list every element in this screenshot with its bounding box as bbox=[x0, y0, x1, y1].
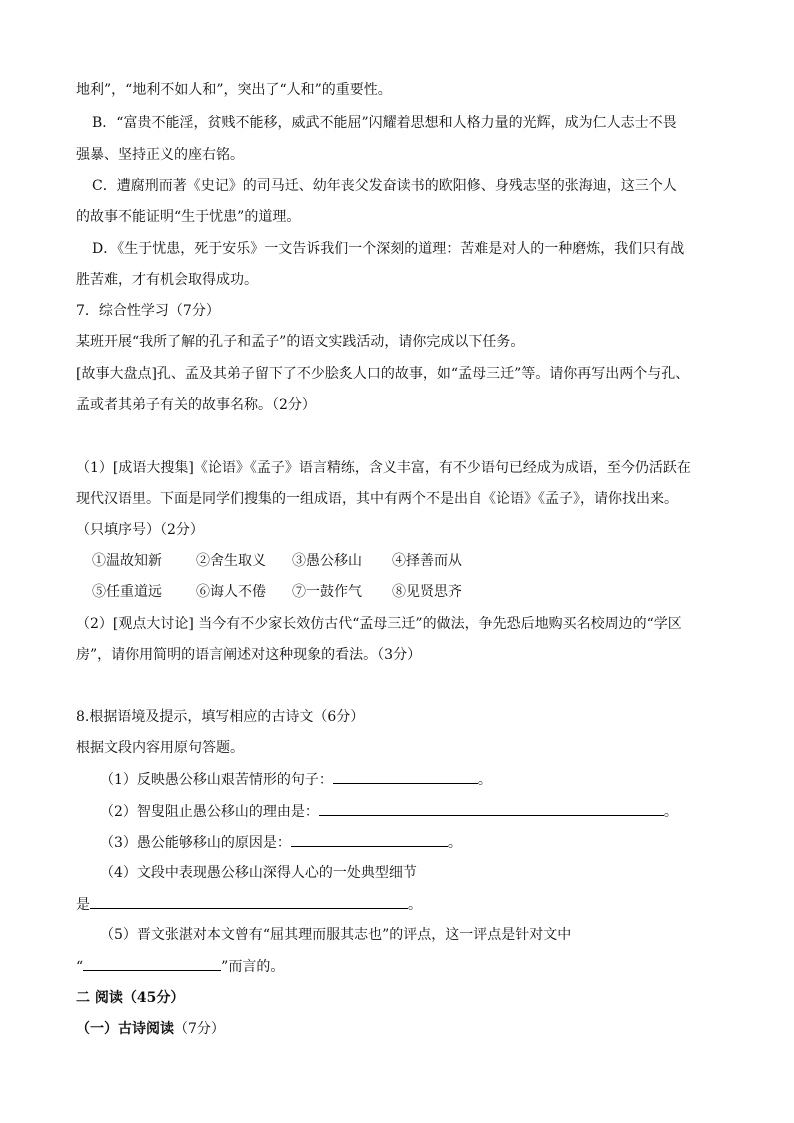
period: 。 bbox=[408, 897, 422, 913]
idiom-options-row2 bbox=[92, 582, 462, 602]
subsection-points: （7分） bbox=[174, 1021, 225, 1037]
story-task-line2: 孟或者其弟子有关的故事名称。（2分） bbox=[76, 397, 316, 413]
idiom-option: ⑦一鼓作气 bbox=[292, 584, 362, 600]
fill-blank-3 bbox=[100, 832, 462, 853]
option-c-line1: C．遭腐刑而著《史记》的司马迁、幼年丧父发奋读书的欧阳修、身残志坚的张海迪，这三个人 bbox=[92, 178, 677, 194]
option-c-line2: 的故事不能证明“生于忧患”的道理。 bbox=[76, 209, 301, 225]
idiom-option: ③愚公移山 bbox=[292, 553, 362, 569]
option-d-line1: D．《生于忧患，死于安乐》一文告诉我们一个深刻的道理：苦难是对人的一种磨炼，我们只有战 bbox=[92, 241, 685, 257]
idiom-option: ①温故知新 bbox=[92, 553, 162, 569]
idiom-task-line3: （只填序号）（2分） bbox=[76, 522, 204, 538]
period: 。 bbox=[447, 835, 462, 851]
idiom-option: ⑥诲人不倦 bbox=[196, 584, 266, 600]
period: 。 bbox=[477, 772, 492, 788]
fill-blank-1 bbox=[100, 769, 492, 790]
option-b-line1: B．“富贵不能淫，贫贱不能移，威武不能屈”闪耀着思想和人格力量的光辉，成为仁人志士不畏 bbox=[92, 115, 677, 131]
idiom-options-row1 bbox=[92, 551, 462, 571]
discussion-task-line2: 房”，请你用简明的语言阐述对这种现象的看法。（3分） bbox=[76, 647, 422, 663]
subsection-heading bbox=[76, 1019, 225, 1039]
answer-blank[interactable] bbox=[319, 801, 664, 816]
answer-blank[interactable] bbox=[90, 894, 408, 909]
section-2-heading: 二 阅读（45分） bbox=[76, 990, 185, 1006]
idiom-option: ②舍生取义 bbox=[196, 553, 266, 569]
option-b-line2: 强暴、坚持正义的座右铭。 bbox=[76, 147, 244, 163]
fill-blank-5: （5）晋文张湛对本文曾有“屈其理而服其志也”的评点，这一评点是针对文中 bbox=[100, 927, 572, 943]
fill-blank-2 bbox=[100, 801, 678, 822]
prompt: （3）愚公能够移山的原因是： bbox=[100, 835, 291, 851]
discussion-task-line1: （2）[观点大讨论] 当今有不少家长效仿古代“孟母三迁”的做法，争先恐后地购买名校周边的“学区 bbox=[76, 616, 682, 632]
fill-blank-5-answer bbox=[76, 956, 284, 977]
answer-blank[interactable] bbox=[291, 832, 448, 847]
idiom-option: ⑧见贤思齐 bbox=[392, 584, 462, 600]
question-8-heading: 8.根据语境及提示，填写相应的古诗文（6分） bbox=[76, 709, 365, 725]
fill-blank-4-answer bbox=[76, 894, 422, 915]
suffix: ”而言的。 bbox=[221, 959, 285, 975]
question-7-intro: 某班开展“我所了解的孔子和孟子”的语文实践活动，请你完成以下任务。 bbox=[76, 334, 525, 350]
period: 。 bbox=[663, 804, 678, 820]
idiom-option: ④择善而从 bbox=[392, 553, 462, 569]
idiom-task-line1: （1）[成语大搜集]《论语》《孟子》语言精练，含义丰富，有不少语句已经成为成语，至今仍活跃在 bbox=[76, 460, 691, 476]
story-task-line1: [故事大盘点]孔、孟及其弟子留下了不少脍炙人口的故事，如“孟母三迁”等。请你再写出两个与孔、 bbox=[76, 366, 690, 382]
question-7-heading: 7．综合性学习（7分） bbox=[76, 303, 220, 319]
question-8-intro: 根据文段内容用原句答题。 bbox=[76, 740, 244, 756]
answer-blank[interactable] bbox=[333, 769, 478, 784]
fill-blank-4: （4）文段中表现愚公移山深得人心的一处典型细节 bbox=[100, 865, 417, 881]
idiom-task-line2: 现代汉语里。下面是同学们搜集的一组成语，其中有两个不是出自《论语》《孟子》，请你找出来。 bbox=[76, 491, 678, 507]
prompt: （2）智叟阻止愚公移山的理由是： bbox=[100, 804, 319, 820]
quote-open: “ bbox=[76, 959, 84, 975]
prompt: 是 bbox=[76, 897, 90, 913]
answer-blank[interactable] bbox=[83, 956, 221, 971]
subsection-title: （一）古诗阅读 bbox=[76, 1021, 174, 1037]
option-d-line2: 胜苦难，才有机会取得成功。 bbox=[76, 272, 258, 288]
prompt: （1）反映愚公移山艰苦情形的句子： bbox=[100, 772, 333, 788]
idiom-option: ⑤任重道远 bbox=[92, 584, 162, 600]
text-line: 地利”，“地利不如人和”，突出了“人和”的重要性。 bbox=[76, 82, 392, 98]
